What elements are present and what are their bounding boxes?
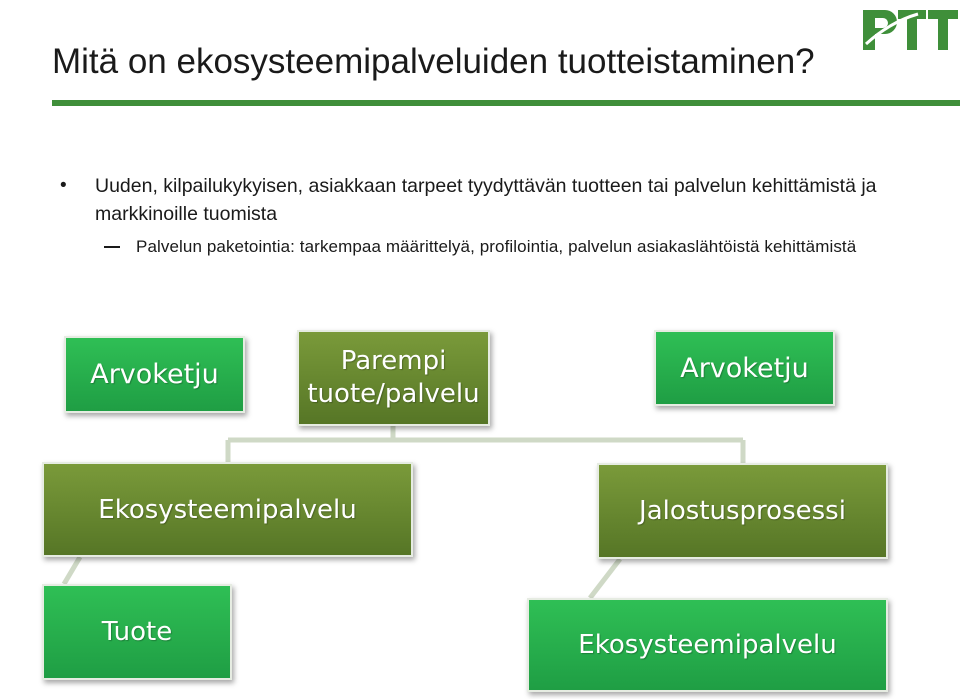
slide-title: Mitä on ekosysteemipalveluiden tuotteistaminen? <box>52 42 815 81</box>
connector-mid-left-to-tuote <box>64 557 80 584</box>
box-ekosysteemipalvelu-mid <box>42 462 413 557</box>
box-label: Jalostusprosessi <box>639 496 846 526</box>
box-parempi-tuote <box>297 330 490 426</box>
box-arvoketju-right <box>654 330 835 406</box>
box-label: Ekosysteemipalvelu <box>98 494 357 525</box>
box-jalostusprosessi <box>597 463 888 559</box>
bullet-text: Uuden, kilpailukykyisen, asiakkaan tarpeet tyydyttävän tuotteen tai palvelun kehittämistä ja markkinoille tuomista <box>95 175 877 225</box>
box-label: Tuote <box>101 617 173 647</box>
box-ekosysteemipalvelu-bottom <box>527 598 888 692</box>
box-label: Arvoketju <box>90 359 219 390</box>
box-arvoketju-left <box>64 336 245 413</box>
connector-mid-right-to-eko <box>590 559 620 598</box>
box-label: Parempi tuote/palvelu <box>307 346 480 409</box>
sub-bullet-text: Palvelun paketointia: tarkempaa määrittelyä, profilointia, palvelun asiakaslähtöistä kehittämistä <box>136 237 857 256</box>
box-label: Ekosysteemipalvelu <box>578 630 837 660</box>
box-tuote <box>42 584 232 680</box>
box-label: Arvoketju <box>680 352 809 384</box>
bullet-dot: • <box>60 175 67 196</box>
